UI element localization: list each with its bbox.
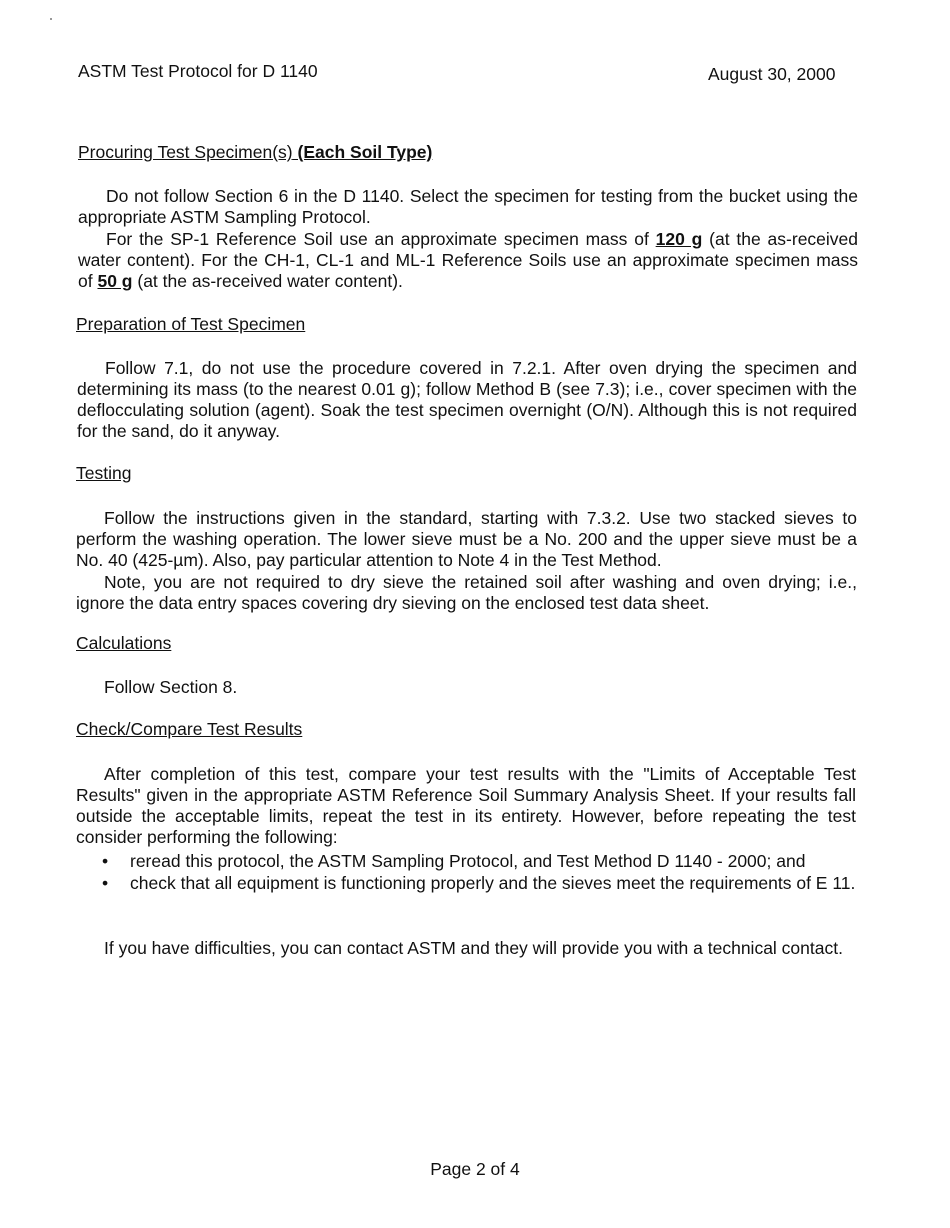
bullet-icon: • [102, 873, 109, 893]
procuring-mass-sp1: 120 g [655, 229, 703, 249]
section-title-procuring-bold: (Each Soil Type) [297, 142, 433, 162]
section-title-preparation: Preparation of Test Specimen [76, 314, 306, 334]
procuring-p2-text-a: For the SP-1 Reference Soil use an approximate specimen mass of [106, 229, 656, 249]
section-title-testing: Testing [76, 463, 132, 483]
page-number: Page 2 of 4 [430, 1159, 520, 1179]
procuring-mass-others: 50 g [97, 271, 133, 291]
section-title-procuring-text: Procuring Test Specimen(s) [78, 142, 293, 162]
list-item [76, 851, 856, 872]
header-title: ASTM Test Protocol for D 1140 [78, 61, 318, 81]
check-paragraph-1: After completion of this test, compare your test results with the "Limits of Acceptable Test Results" given in the appropriate ASTM Reference Soil Summary Analysis Sheet. If your results fall outside the acceptable limits, repeat the test in its entirety. However, before repeating the test consider performing the following: [76, 764, 856, 847]
section-title-check: Check/Compare Test Results [76, 719, 303, 739]
list-item [76, 873, 856, 894]
procuring-p2-text-e: (at the as-received water content). [132, 271, 403, 291]
procuring-p2-text-c: (at the as-received water content). For the CH-1, CL-1 and ML-1 Reference Soils use an approximate specimen mass of [78, 229, 859, 291]
scan-speck [50, 18, 52, 20]
bullet-icon: • [102, 851, 109, 871]
section-title-procuring [78, 142, 432, 163]
bullet-text: reread this protocol, the ASTM Sampling Protocol, and Test Method D 1140 - 2000; and [130, 851, 806, 871]
section-title-calculations: Calculations [76, 633, 172, 653]
preparation-paragraph-1: Follow 7.1, do not use the procedure covered in 7.2.1. After oven drying the specimen and determining its mass (to the nearest 0.01 g); follow Method B (see 7.3); i.e., cover specimen with the deflocculating solution (agent). Soak the test specimen overnight (O/N). Although this is not required for the sand, do it anyway. [77, 358, 857, 441]
bullet-text: check that all equipment is functioning properly and the sieves meet the requirements of E 11. [130, 873, 856, 893]
procuring-paragraph-2 [78, 229, 858, 292]
check-paragraph-2: If you have difficulties, you can contact ASTM and they will provide you with a technical contact. [104, 938, 843, 958]
testing-paragraph-2: Note, you are not required to dry sieve the retained soil after washing and oven drying; i.e., ignore the data entry spaces covering dry sieving on the enclosed test data sheet. [76, 572, 857, 613]
check-bullet-list [76, 851, 856, 895]
calculations-paragraph-1: Follow Section 8. [104, 677, 238, 697]
procuring-paragraph-1: Do not follow Section 6 in the D 1140. Select the specimen for testing from the bucket using the appropriate ASTM Sampling Protocol. [78, 186, 858, 227]
header-date: August 30, 2000 [708, 64, 836, 84]
testing-paragraph-1: Follow the instructions given in the standard, starting with 7.3.2. Use two stacked sieves to perform the washing operation. The lower sieve must be a No. 200 and the upper sieve must be a No. 40 (425-µm). Also, pay particular attention to Note 4 in the Test Method. [76, 508, 857, 570]
